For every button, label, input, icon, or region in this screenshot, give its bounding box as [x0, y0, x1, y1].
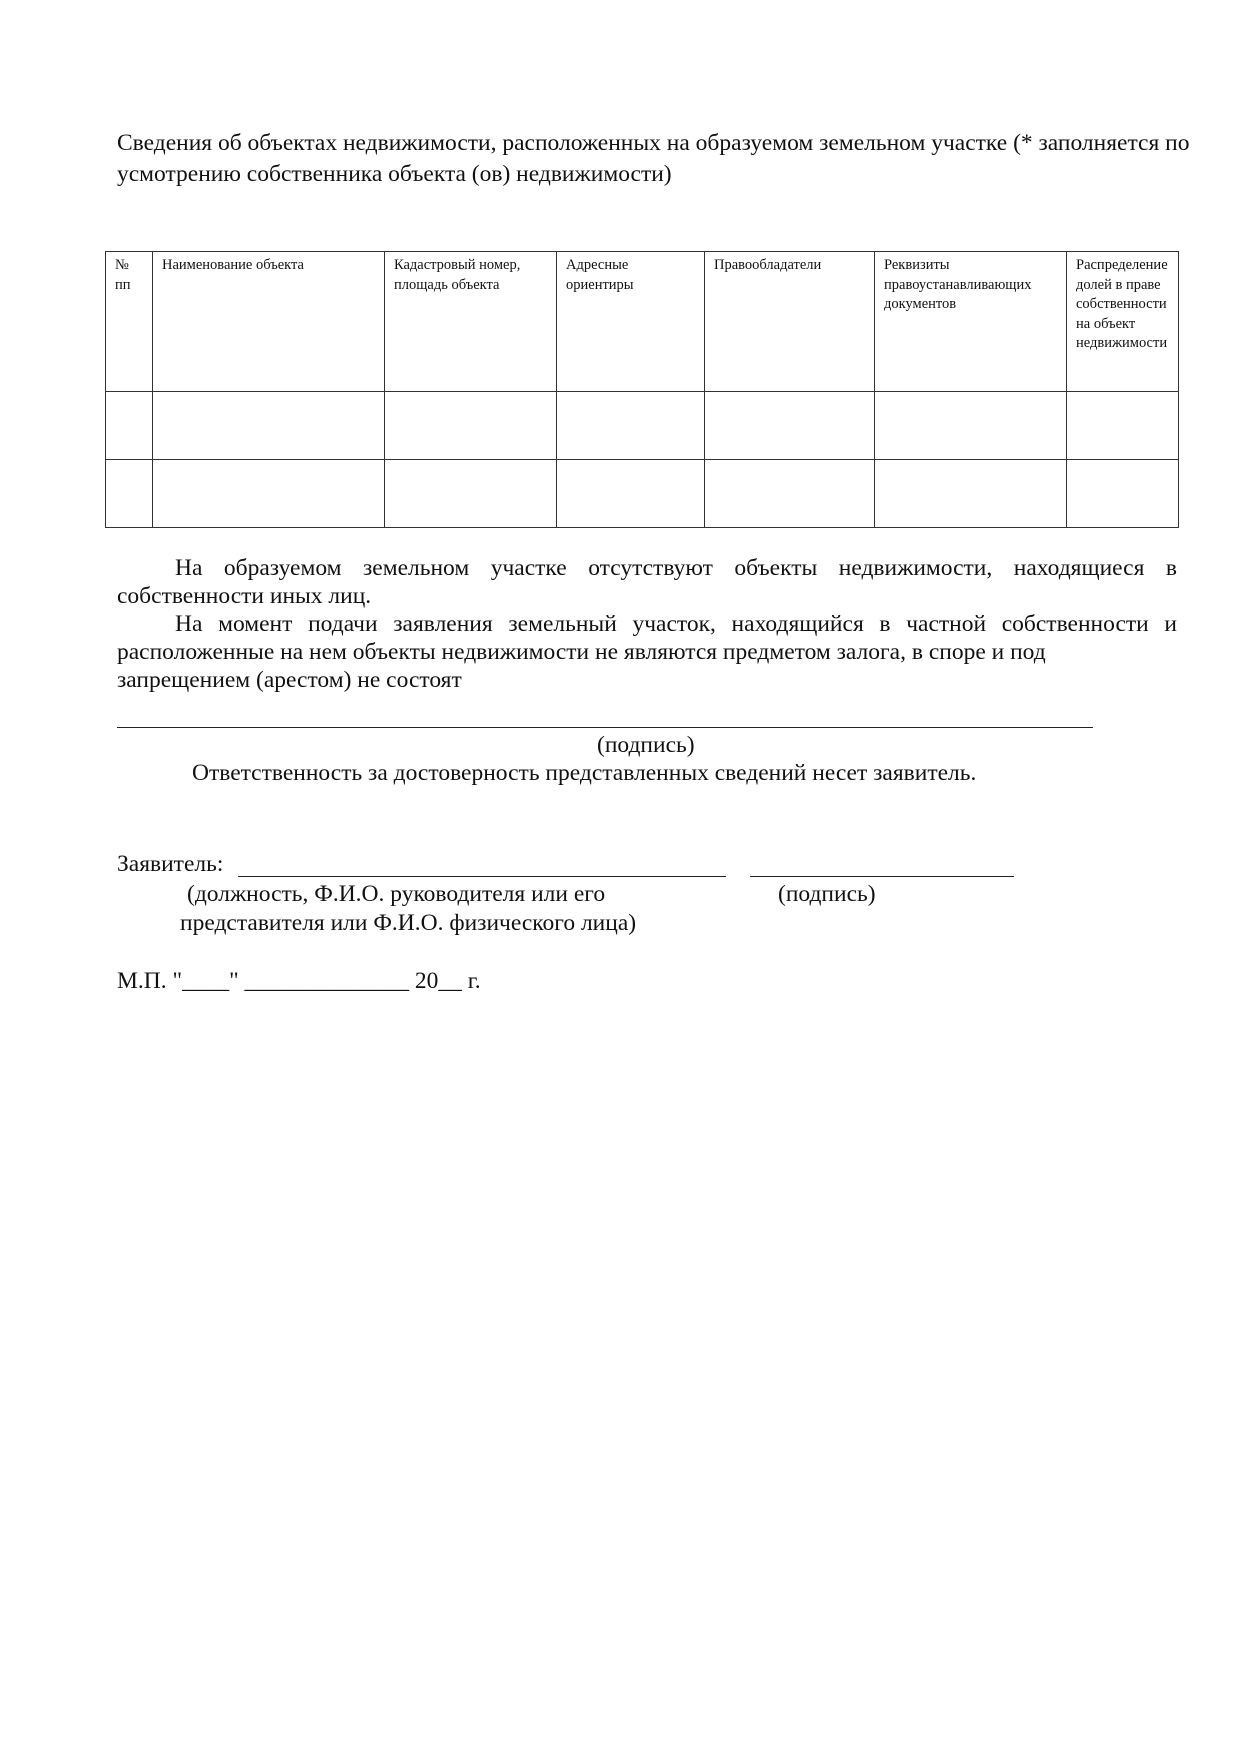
statement-line: запрещением (арестом) не состоят — [117, 667, 462, 693]
table-cell[interactable] — [875, 392, 1067, 460]
statement-line: На момент подачи заявления земельный участок, находящийся в частной собственности и расположенные на нем объекты недвижимости не являются предметом залога, в споре и под — [117, 611, 1177, 665]
stamp-and-date-field[interactable]: М.П. "____" ______________ 20__ г. — [117, 968, 481, 994]
col-header-share-distribution: Распределение долей в праве собственности на объект недвижимости — [1067, 252, 1179, 392]
col-header-owners: Правообладатели — [705, 252, 875, 392]
no-third-party-objects-statement: На образуемом земельном участке отсутствуют объекты недвижимости, находящиеся в собственности иных лиц. — [117, 555, 1177, 609]
table-cell[interactable] — [153, 460, 385, 528]
applicant-name-field[interactable] — [238, 876, 726, 877]
col-header-address: Адресные ориентиры — [557, 252, 705, 392]
table-cell[interactable] — [106, 460, 153, 528]
table-cell[interactable] — [705, 460, 875, 528]
col-header-number: № пп — [106, 252, 153, 392]
applicant-label: Заявитель: — [117, 851, 224, 877]
table-cell[interactable] — [705, 392, 875, 460]
table-cell[interactable] — [106, 392, 153, 460]
table-row — [106, 392, 1179, 460]
col-header-cadastral-number: Кадастровый номер, площадь объекта — [385, 252, 557, 392]
table-cell[interactable] — [385, 460, 557, 528]
table-cell[interactable] — [153, 392, 385, 460]
applicant-name-caption: (должность, Ф.И.О. руководителя или его — [187, 881, 606, 907]
col-header-title-documents: Реквизиты правоустанавливающих документов — [875, 252, 1067, 392]
applicant-signature-caption: (подпись) — [778, 881, 876, 907]
col-header-object-name: Наименование объекта — [153, 252, 385, 392]
table-cell[interactable] — [1067, 460, 1179, 528]
table-cell[interactable] — [385, 392, 557, 460]
responsibility-notice: Ответственность за достоверность представленных сведений несет заявитель. — [192, 760, 977, 786]
document-title: Сведения об объектах недвижимости, расположенных на образуемом земельном участке (* заполняется по усмотрению собственника объекта (ов) недвижимости) — [117, 130, 1190, 187]
applicant-name-caption: представителя или Ф.И.О. физического лица) — [180, 910, 637, 936]
signature-line[interactable] — [117, 727, 1093, 728]
real-estate-objects-table — [105, 251, 1179, 528]
table-cell[interactable] — [557, 392, 705, 460]
table-cell[interactable] — [1067, 392, 1179, 460]
applicant-signature-field[interactable] — [750, 876, 1014, 877]
table-cell[interactable] — [557, 460, 705, 528]
table-header-row — [106, 252, 1179, 392]
signature-caption: (подпись) — [597, 732, 695, 758]
table-row — [106, 460, 1179, 528]
table-cell[interactable] — [875, 460, 1067, 528]
no-encumbrance-statement — [117, 610, 1177, 694]
